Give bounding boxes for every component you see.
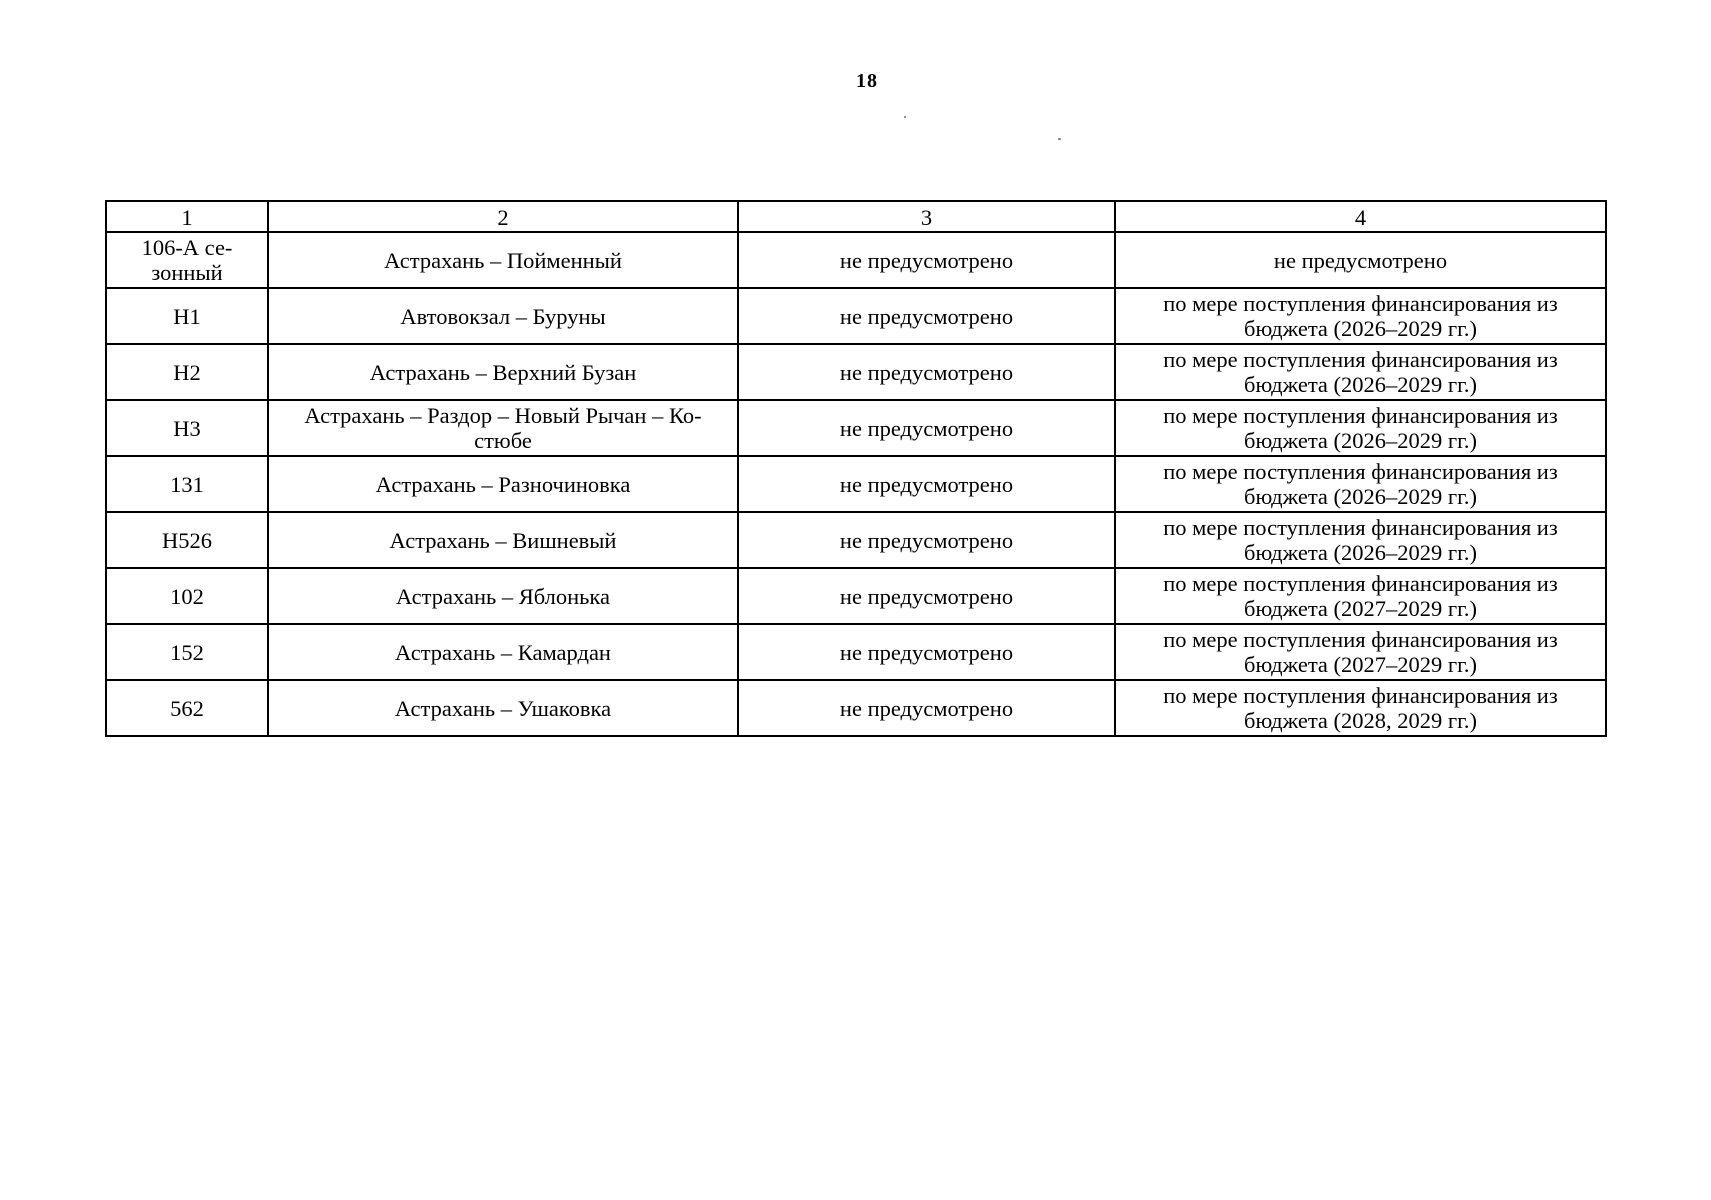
route-number-cell: 152 [106, 624, 268, 680]
route-name-cell: Астрахань – Вишневый [268, 512, 738, 568]
status-cell: не предусмотрено [738, 680, 1115, 736]
status-cell: не предусмотрено [738, 288, 1115, 344]
status-cell: не предусмотрено [738, 344, 1115, 400]
schedule-cell: не предусмотрено [1115, 232, 1606, 288]
route-number-cell: 106-А се- зонный [106, 232, 268, 288]
table-header-row [106, 201, 1606, 232]
status-cell: не предусмотрено [738, 456, 1115, 512]
schedule-cell: по мере поступления финансирования из бюджета (2026–2029 гг.) [1115, 456, 1606, 512]
table-row [106, 400, 1606, 456]
route-number-cell: Н526 [106, 512, 268, 568]
route-number-cell: Н3 [106, 400, 268, 456]
table-row [106, 232, 1606, 288]
schedule-cell: по мере поступления финансирования из бюджета (2028, 2029 гг.) [1115, 680, 1606, 736]
scan-speck [904, 116, 906, 118]
table-row [106, 624, 1606, 680]
route-name-cell: Астрахань – Верхний Бузан [268, 344, 738, 400]
page-number: 18 [856, 70, 878, 92]
route-name-cell: Астрахань – Яблонька [268, 568, 738, 624]
table-row [106, 512, 1606, 568]
routes-table [105, 200, 1607, 737]
schedule-cell: по мере поступления финансирования из бюджета (2026–2029 гг.) [1115, 400, 1606, 456]
route-number-cell: 562 [106, 680, 268, 736]
column-header-3: 3 [738, 201, 1115, 232]
route-number-cell: Н2 [106, 344, 268, 400]
route-name-cell: Автовокзал – Буруны [268, 288, 738, 344]
route-number-cell: 131 [106, 456, 268, 512]
table-row [106, 680, 1606, 736]
schedule-cell: по мере поступления финансирования из бюджета (2027–2029 гг.) [1115, 624, 1606, 680]
status-cell: не предусмотрено [738, 512, 1115, 568]
route-name-cell: Астрахань – Ушаковка [268, 680, 738, 736]
table-row [106, 456, 1606, 512]
status-cell: не предусмотрено [738, 232, 1115, 288]
schedule-cell: по мере поступления финансирования из бюджета (2026–2029 гг.) [1115, 512, 1606, 568]
scan-speck [1058, 138, 1061, 140]
table-row [106, 288, 1606, 344]
schedule-cell: по мере поступления финансирования из бюджета (2026–2029 гг.) [1115, 344, 1606, 400]
column-header-1: 1 [106, 201, 268, 232]
route-name-cell: Астрахань – Раздор – Новый Рычан – Ко- стюбе [268, 400, 738, 456]
column-header-2: 2 [268, 201, 738, 232]
route-name-cell: Астрахань – Камардан [268, 624, 738, 680]
route-name-cell: Астрахань – Пойменный [268, 232, 738, 288]
status-cell: не предусмотрено [738, 400, 1115, 456]
route-name-cell: Астрахань – Разночиновка [268, 456, 738, 512]
status-cell: не предусмотрено [738, 624, 1115, 680]
table-row [106, 344, 1606, 400]
status-cell: не предусмотрено [738, 568, 1115, 624]
route-number-cell: Н1 [106, 288, 268, 344]
table-row [106, 568, 1606, 624]
schedule-cell: по мере поступления финансирования из бюджета (2027–2029 гг.) [1115, 568, 1606, 624]
column-header-4: 4 [1115, 201, 1606, 232]
schedule-cell: по мере поступления финансирования из бюджета (2026–2029 гг.) [1115, 288, 1606, 344]
route-number-cell: 102 [106, 568, 268, 624]
